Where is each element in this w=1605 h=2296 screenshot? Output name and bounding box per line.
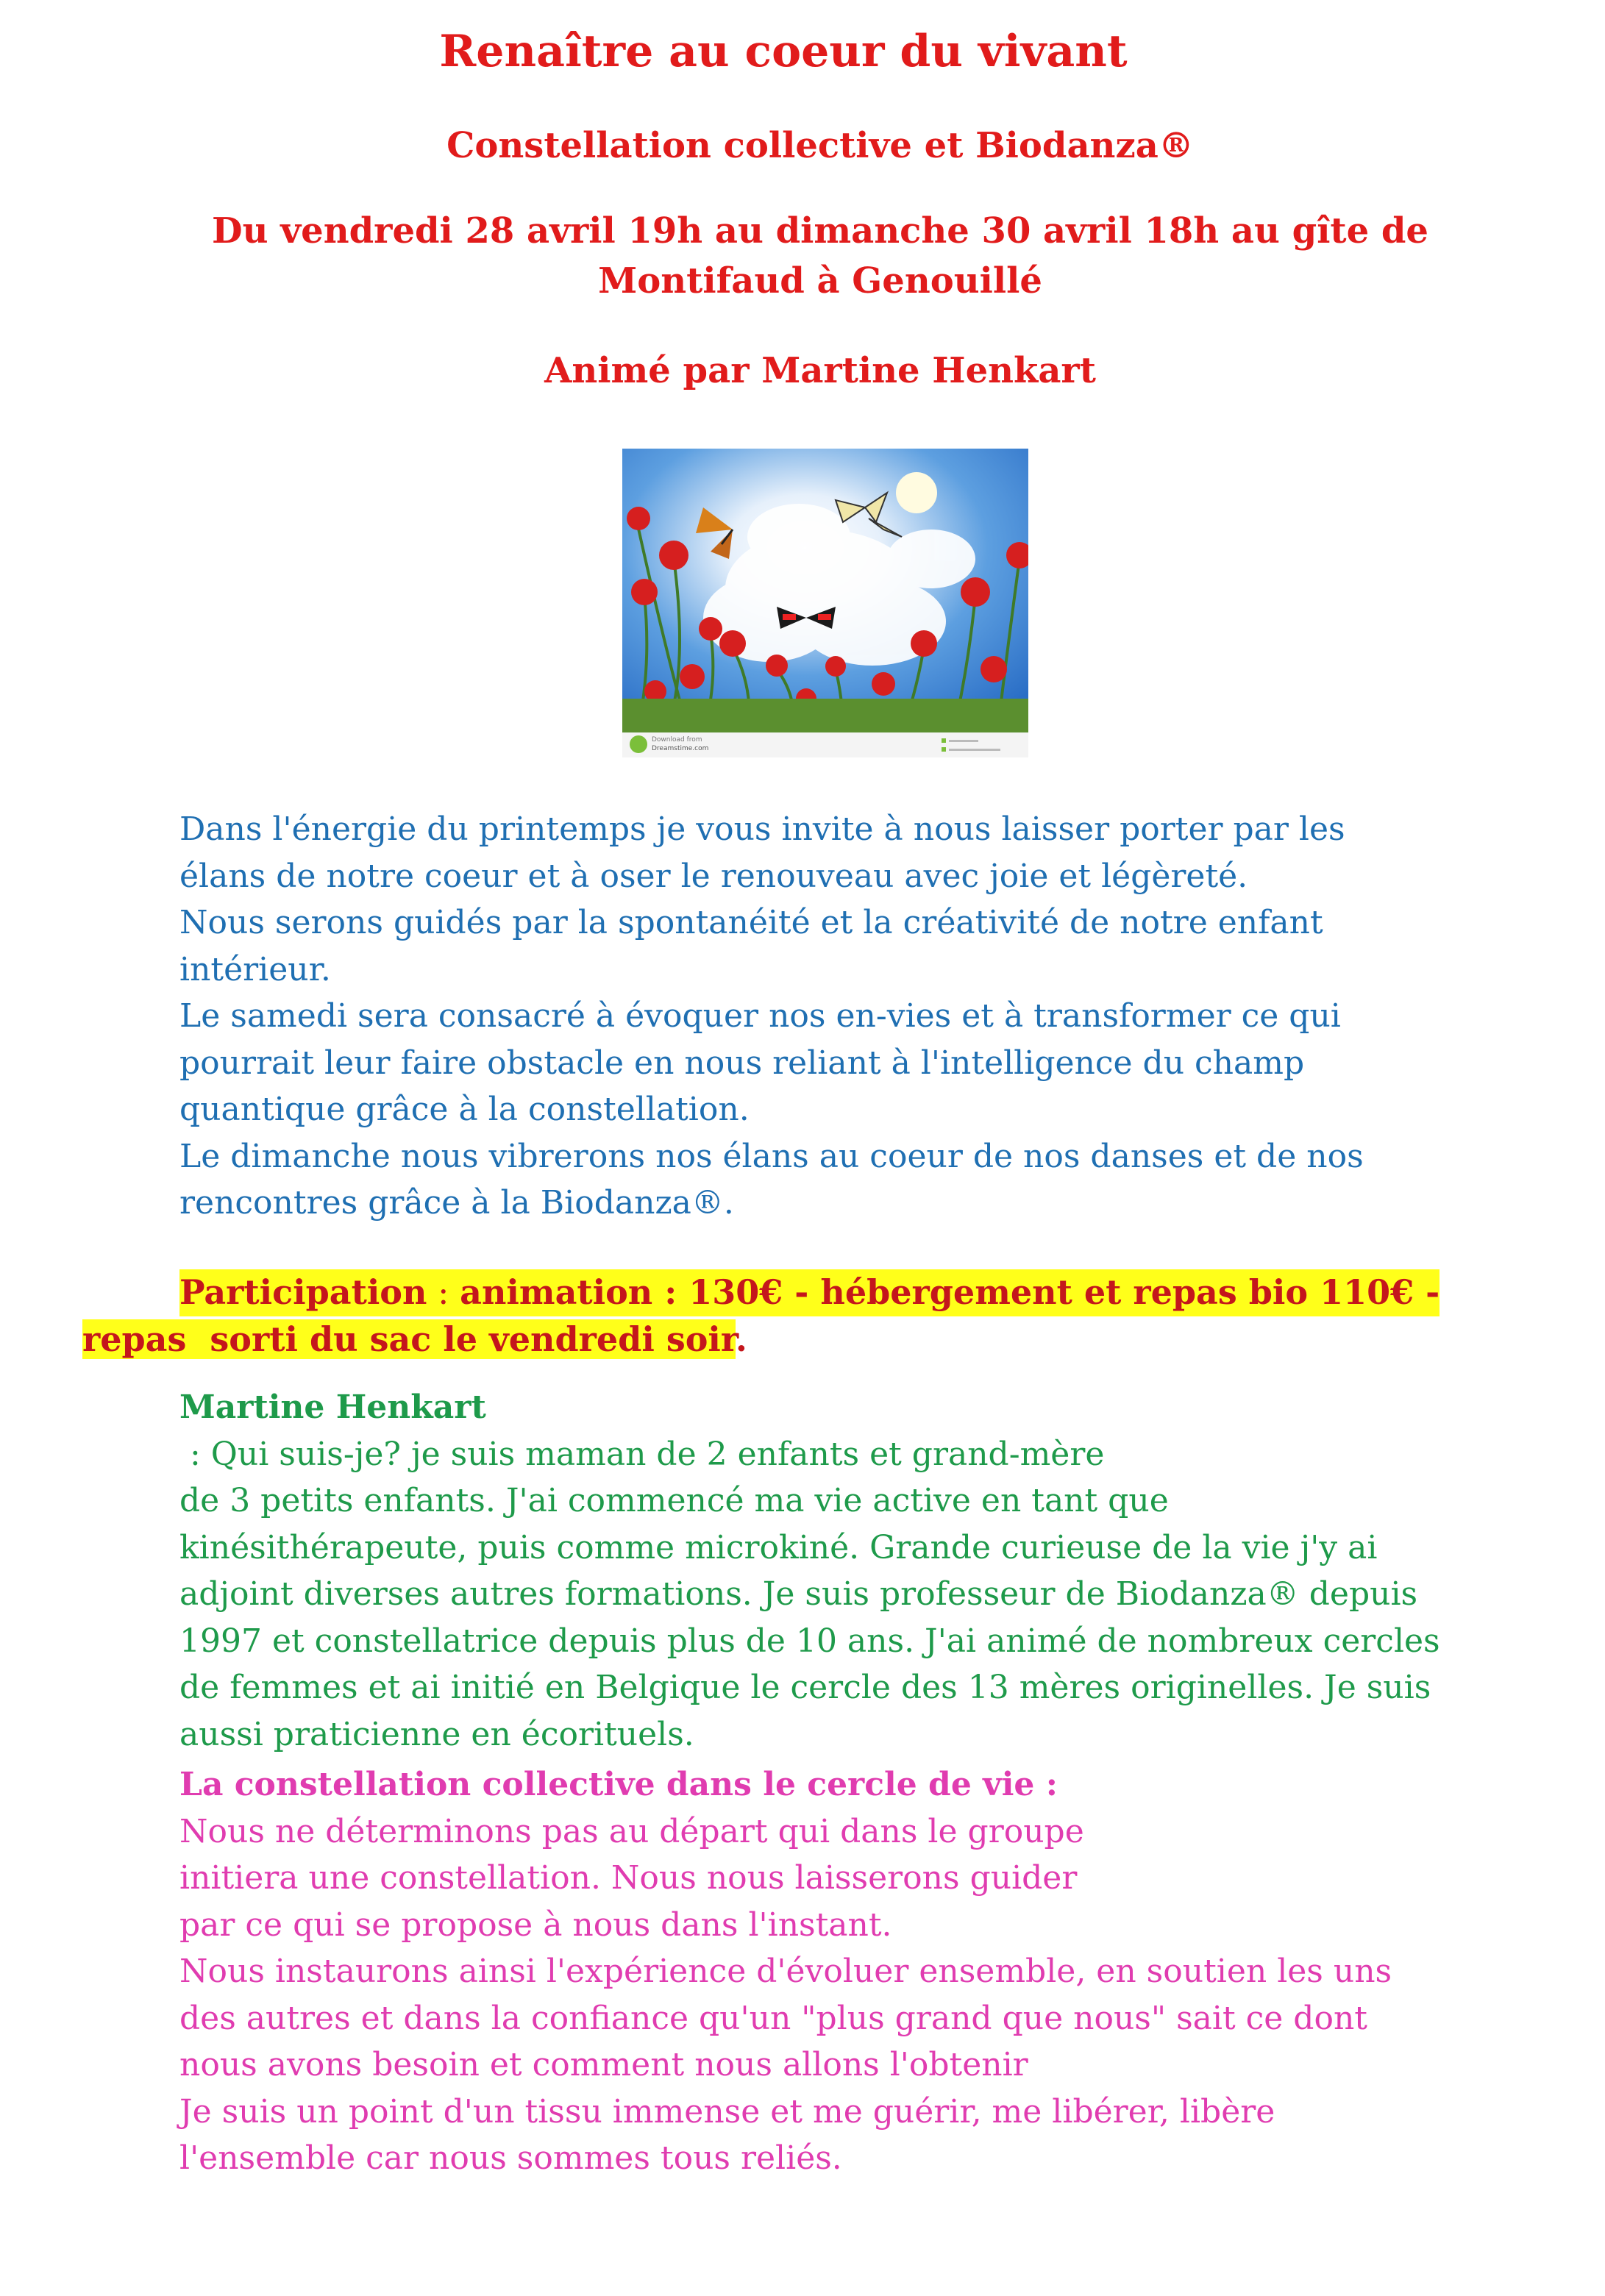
- page-title: Renaître au coeur du vivant: [439, 26, 1128, 77]
- circle-line: Je suis un point d'un tissu immense et me guérir, me libérer, libère: [179, 2092, 1275, 2131]
- circle-line: Nous ne déterminons pas au départ qui dans le groupe: [179, 1812, 1084, 1850]
- page-subtitle: Constellation collective et Biodanza®: [446, 125, 1194, 166]
- butterflies-poppies-photo: [622, 449, 1028, 757]
- participation-colon: :: [427, 1272, 460, 1312]
- intro-line: élans de notre coeur et à oser le renouveau avec joie et légèreté.: [179, 857, 1248, 895]
- circle-line: Nous instaurons ainsi l'expérience d'évoluer ensemble, en soutien les uns: [179, 1953, 1392, 1990]
- participation-label: Participation: [179, 1272, 427, 1312]
- bio-line: de 3 petits enfants. J'ai commencé ma vie active en tant que: [179, 1482, 1169, 1519]
- participation-line-1: [179, 1269, 1439, 1316]
- intro-line: rencontres grâce à la Biodanza®.: [179, 1184, 734, 1222]
- watermark-download: Download from: [652, 736, 702, 744]
- participation-line-2: repas sorti du sac le vendredi soir: [82, 1319, 736, 1359]
- circle-line: des autres et dans la confiance qu'un "plus grand que nous" sait ce dont: [179, 1999, 1367, 2037]
- circle-line: nous avons besoin et comment nous allons l'obtenir: [179, 2046, 1028, 2083]
- bio-line: de femmes et ai initié en Belgique le cercle des 13 mères originelles. Je suis: [179, 1669, 1431, 1706]
- intro-line: quantique grâce à la constellation.: [179, 1091, 750, 1128]
- participation-end: .: [735, 1319, 747, 1359]
- intro-line: Le samedi sera consacré à évoquer nos en-vies et à transformer ce qui: [179, 997, 1341, 1035]
- bio-line: adjoint diverses autres formations. Je suis professeur de Biodanza® depuis: [179, 1575, 1418, 1613]
- event-dates: [154, 206, 1486, 306]
- circle-line: par ce qui se propose à nous dans l'instant.: [179, 1905, 892, 1944]
- bio-paragraph: [179, 1384, 1496, 1758]
- watermark-site: Dreamstime.com: [652, 745, 709, 752]
- circle-heading: La constellation collective dans le cercle de vie :: [179, 1766, 1058, 1803]
- intro-line: Le dimanche nous vibrerons nos élans au coeur de nos danses et de nos: [179, 1137, 1364, 1175]
- bio-first-line: [179, 1384, 1496, 1477]
- intro-line: intérieur.: [179, 950, 331, 988]
- intro-line: Nous serons guidés par la spontanéité et la créativité de notre enfant: [179, 904, 1323, 941]
- bio-name: Martine Henkart: [179, 1388, 486, 1426]
- participation-prices: animation : 130€ - hébergement et repas bio 110€ -: [460, 1272, 1440, 1312]
- animated-by: Animé par Martine Henkart: [544, 350, 1096, 391]
- bio-first-line-rest: : Qui suis-je? je suis maman de 2 enfants et grand-mère: [179, 1435, 1105, 1473]
- event-dates-line-2: Montifaud à Genouillé: [598, 260, 1042, 302]
- participation-block: [82, 1269, 1451, 1363]
- event-dates-line-1: Du vendredi 28 avril 19h au dimanche 30 avril 18h au gîte de: [212, 210, 1428, 252]
- bio-line: kinésithérapeute, puis comme microkiné. Grande curieuse de la vie j'y ai: [179, 1528, 1378, 1566]
- circle-paragraph: [179, 1761, 1474, 2182]
- circle-line: initiera une constellation. Nous nous laisserons guider: [179, 1859, 1078, 1897]
- bio-line: aussi praticienne en écorituels.: [179, 1715, 694, 1753]
- intro-line: Dans l'énergie du printemps je vous invite à nous laisser porter par les: [179, 810, 1345, 848]
- circle-line: l'ensemble car nous sommes tous reliés.: [179, 2139, 842, 2177]
- intro-paragraph: [179, 806, 1503, 1227]
- intro-line: pourrait leur faire obstacle en nous reliant à l'intelligence du champ: [179, 1044, 1305, 1082]
- bio-line: 1997 et constellatrice depuis plus de 10 ans. J'ai animé de nombreux cercles: [179, 1622, 1440, 1660]
